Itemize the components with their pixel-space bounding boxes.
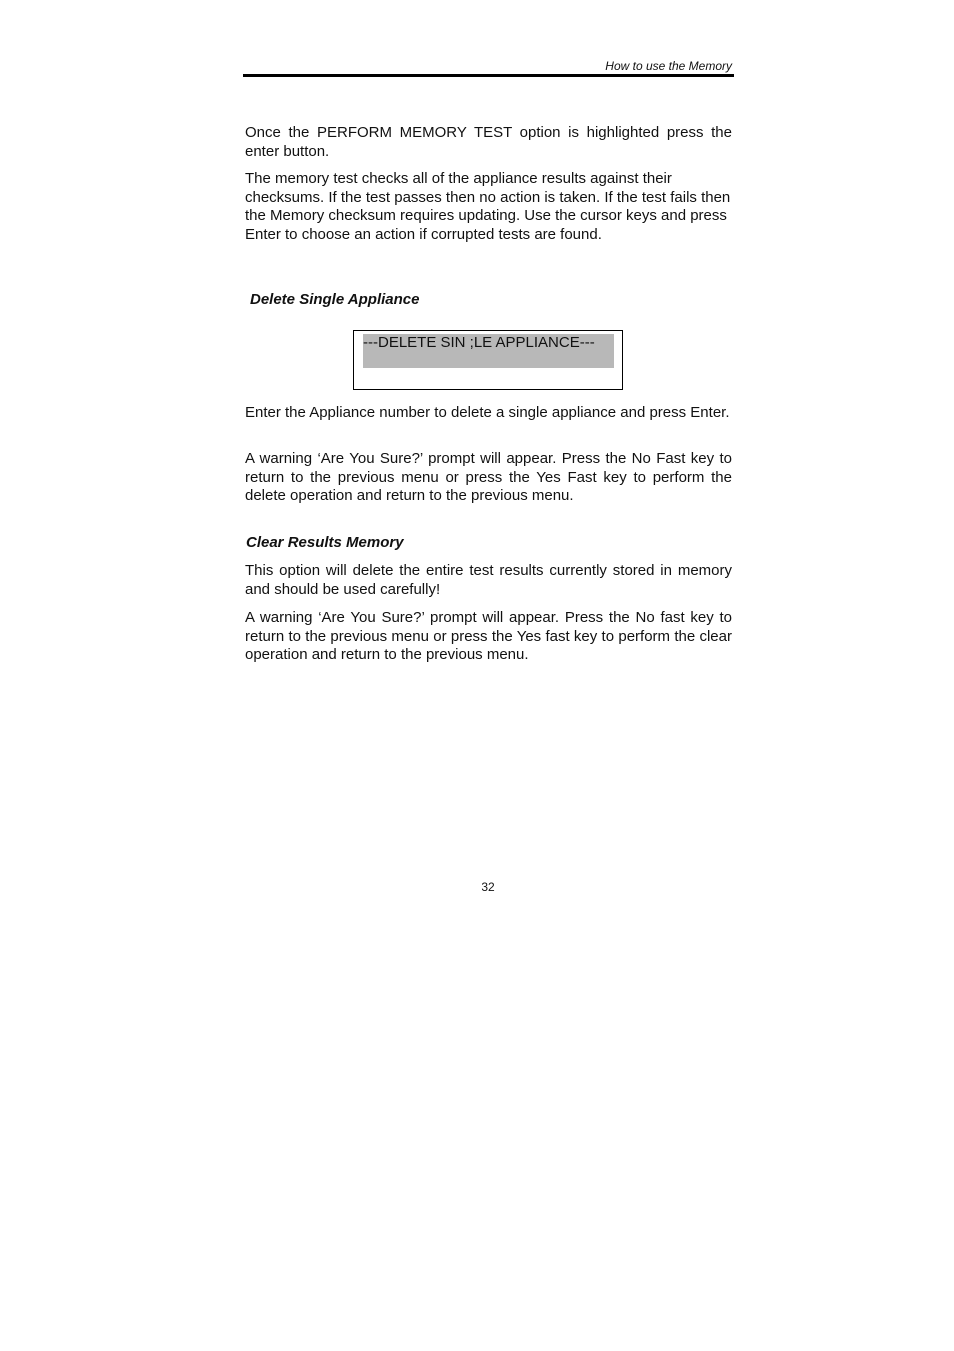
- clear-results-memory-heading: Clear Results Memory: [246, 534, 404, 551]
- header-title: How to use the Memory: [605, 59, 732, 73]
- delete-single-appliance-heading: Delete Single Appliance: [250, 291, 420, 308]
- intro-paragraph-1: Once the PERFORM MEMORY TEST option is highlighted press the enter button.: [245, 124, 732, 160]
- delete-single-paragraph-1: Enter the Appliance number to delete a single appliance and press Enter.: [245, 404, 730, 421]
- page-number: 32: [481, 880, 495, 894]
- header-rule: [243, 74, 734, 77]
- clear-results-paragraph-2: A warning ‘Are You Sure?’ prompt will appear. Press the No fast key to return to the previous menu or press the Yes fast key to perform the clear operation and return to the previous menu.: [245, 609, 732, 664]
- intro-paragraph-2: The memory test checks all of the appliance results against their checksums. If the test passes then no action is taken. If the test fails then the Memory checksum requires updating. Use the cursor keys and press Enter to choose an action if corrupted tests are found.: [245, 170, 731, 243]
- lcd-display-text: ---DELETE SIN ;LE APPLIANCE---: [363, 334, 595, 351]
- lcd-display: [353, 330, 623, 390]
- clear-results-paragraph-1: This option will delete the entire test results currently stored in memory and should be used carefully!: [245, 562, 732, 598]
- delete-single-paragraph-2: A warning ‘Are You Sure?’ prompt will appear. Press the No Fast key to return to the previous menu or press the Yes Fast key to perform the delete operation and return to the previous menu.: [245, 450, 732, 505]
